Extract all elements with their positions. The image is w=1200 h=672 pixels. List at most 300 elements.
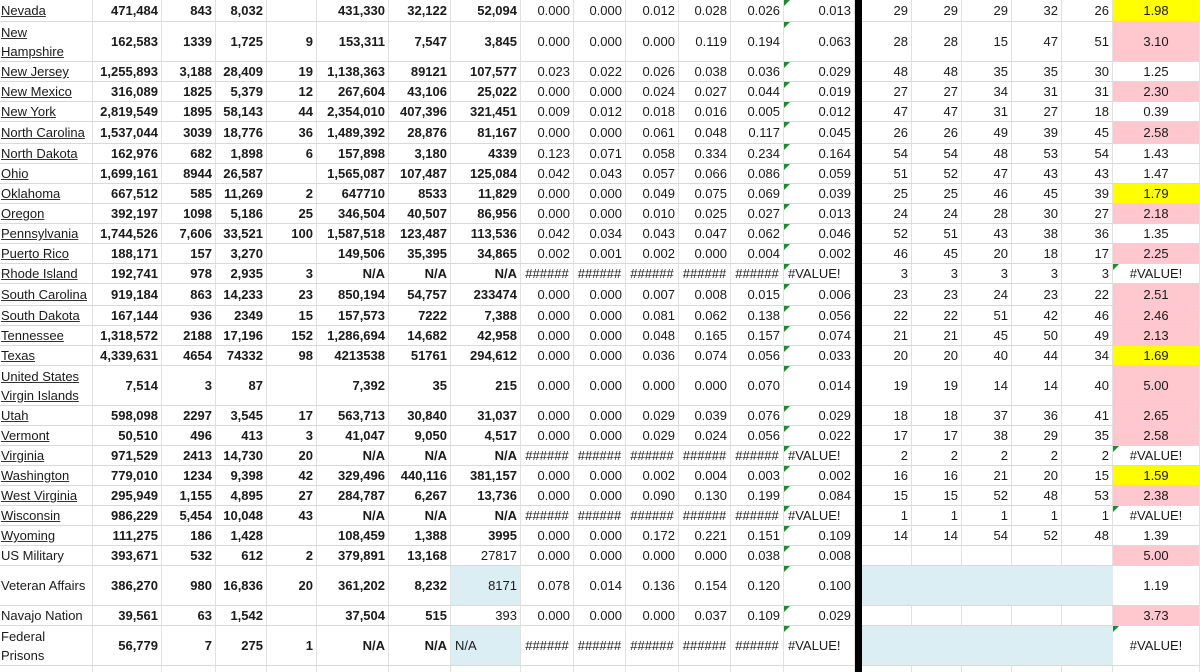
row-label-cell[interactable] — [0, 284, 93, 305]
row-label-cell[interactable] — [0, 62, 93, 81]
col-d-cell[interactable]: 1 — [267, 626, 317, 665]
rate-2-cell[interactable]: 0.014 — [574, 566, 626, 605]
rate-2-cell[interactable]: 0.000 — [574, 284, 626, 305]
empty-cell[interactable] — [317, 666, 389, 672]
rate-1-cell[interactable]: 0.000 — [521, 486, 574, 505]
col-c-cell[interactable]: 17,196 — [216, 326, 267, 345]
rate-4-cell[interactable]: 0.016 — [679, 102, 731, 121]
col-b-cell[interactable]: 7,606 — [162, 224, 216, 243]
col-e-cell[interactable]: 1,565,087 — [317, 164, 389, 183]
col-f-cell[interactable]: 13,168 — [389, 546, 451, 565]
col-c-cell[interactable]: 58,143 — [216, 102, 267, 121]
rank-4-cell[interactable] — [1012, 606, 1062, 625]
row-label-cell[interactable] — [0, 466, 93, 485]
empty-cell[interactable] — [1012, 666, 1062, 672]
empty-cell[interactable] — [0, 666, 93, 672]
rate-avg-cell[interactable]: 0.033 — [784, 346, 855, 365]
rank-4-cell[interactable]: 43 — [1012, 164, 1062, 183]
state-link[interactable]: North Carolina — [1, 125, 85, 140]
col-d-cell[interactable]: 9 — [267, 22, 317, 61]
rate-3-cell[interactable]: 0.010 — [626, 204, 679, 223]
total-tests-cell[interactable]: 56,779 — [93, 626, 162, 665]
state-link[interactable]: New Mexico — [1, 84, 72, 99]
row-label-cell[interactable] — [0, 82, 93, 101]
col-c-cell[interactable]: 87 — [216, 366, 267, 405]
rate-avg-cell[interactable]: 0.029 — [784, 406, 855, 425]
score-cell[interactable]: #VALUE! — [1113, 506, 1200, 525]
rank-1-cell[interactable]: 18 — [862, 406, 912, 425]
score-cell[interactable]: #VALUE! — [1113, 626, 1200, 665]
state-link[interactable]: Virginia — [1, 448, 45, 463]
rate-3-cell[interactable]: ###### — [626, 446, 679, 465]
score-cell[interactable]: 1.98 — [1113, 0, 1200, 21]
rate-5-cell[interactable]: 0.076 — [731, 406, 784, 425]
rank-2-cell[interactable] — [912, 606, 962, 625]
col-e-cell[interactable]: 4213538 — [317, 346, 389, 365]
col-b-cell[interactable]: 532 — [162, 546, 216, 565]
rate-2-cell[interactable]: ###### — [574, 626, 626, 665]
rank-3-cell[interactable]: 43 — [962, 224, 1012, 243]
rank-4-cell[interactable]: 47 — [1012, 22, 1062, 61]
score-cell[interactable]: 1.47 — [1113, 164, 1200, 183]
col-d-cell[interactable]: 17 — [267, 406, 317, 425]
rate-3-cell[interactable]: 0.000 — [626, 546, 679, 565]
rate-1-cell[interactable]: 0.002 — [521, 244, 574, 263]
col-c-cell[interactable]: 2,935 — [216, 264, 267, 283]
col-f-cell[interactable]: 123,487 — [389, 224, 451, 243]
row-label-cell[interactable] — [0, 164, 93, 183]
col-f-cell[interactable]: N/A — [389, 264, 451, 283]
col-b-cell[interactable]: 63 — [162, 606, 216, 625]
rank-3-cell[interactable]: 40 — [962, 346, 1012, 365]
col-c-cell[interactable]: 33,521 — [216, 224, 267, 243]
rank-4-cell[interactable]: 53 — [1012, 144, 1062, 163]
state-link[interactable]: New York — [1, 104, 56, 119]
rate-5-cell[interactable]: 0.015 — [731, 284, 784, 305]
col-c-cell[interactable]: 1,428 — [216, 526, 267, 545]
row-label-cell[interactable] — [0, 446, 93, 465]
rank-2-cell[interactable]: 48 — [912, 62, 962, 81]
col-d-cell[interactable]: 25 — [267, 204, 317, 223]
rank-3-cell[interactable]: 28 — [962, 204, 1012, 223]
col-e-cell[interactable]: 361,202 — [317, 566, 389, 605]
state-link[interactable]: United States Virgin Islands — [1, 368, 80, 403]
col-d-cell[interactable] — [267, 164, 317, 183]
col-g-cell[interactable]: N/A — [451, 446, 521, 465]
col-b-cell[interactable]: 1,155 — [162, 486, 216, 505]
rate-5-cell[interactable]: 0.027 — [731, 204, 784, 223]
rate-avg-cell[interactable]: 0.074 — [784, 326, 855, 345]
total-tests-cell[interactable]: 39,561 — [93, 606, 162, 625]
row-label-cell[interactable] — [0, 122, 93, 143]
col-e-cell[interactable]: 2,354,010 — [317, 102, 389, 121]
rate-4-cell[interactable]: 0.008 — [679, 284, 731, 305]
rank-3-cell[interactable]: 15 — [962, 22, 1012, 61]
total-tests-cell[interactable]: 919,184 — [93, 284, 162, 305]
col-d-cell[interactable]: 100 — [267, 224, 317, 243]
rate-1-cell[interactable]: 0.000 — [521, 346, 574, 365]
rate-3-cell[interactable]: 0.026 — [626, 62, 679, 81]
col-c-cell[interactable]: 3,545 — [216, 406, 267, 425]
col-d-cell[interactable]: 44 — [267, 102, 317, 121]
col-g-cell[interactable]: 13,736 — [451, 486, 521, 505]
rate-avg-cell[interactable]: 0.029 — [784, 606, 855, 625]
rate-3-cell[interactable]: 0.061 — [626, 122, 679, 143]
col-b-cell[interactable]: 2297 — [162, 406, 216, 425]
rate-avg-cell[interactable]: #VALUE! — [784, 446, 855, 465]
col-g-cell[interactable]: 27817 — [451, 546, 521, 565]
col-e-cell[interactable]: 7,392 — [317, 366, 389, 405]
col-b-cell[interactable]: 7 — [162, 626, 216, 665]
rank-3-cell[interactable]: 20 — [962, 244, 1012, 263]
rank-3-cell[interactable]: 51 — [962, 306, 1012, 325]
rank-3-cell[interactable]: 52 — [962, 486, 1012, 505]
rate-3-cell[interactable]: 0.081 — [626, 306, 679, 325]
rate-3-cell[interactable]: 0.002 — [626, 466, 679, 485]
rate-avg-cell[interactable]: 0.022 — [784, 426, 855, 445]
state-link[interactable]: New Jersey — [1, 64, 69, 79]
rank-4-cell[interactable]: 35 — [1012, 62, 1062, 81]
col-f-cell[interactable]: 107,487 — [389, 164, 451, 183]
col-c-cell[interactable]: 5,186 — [216, 204, 267, 223]
col-e-cell[interactable]: 267,604 — [317, 82, 389, 101]
col-b-cell[interactable]: 1895 — [162, 102, 216, 121]
rank-1-cell[interactable]: 28 — [862, 22, 912, 61]
empty-cell[interactable] — [962, 666, 1012, 672]
rank-5-cell[interactable]: 34 — [1062, 346, 1113, 365]
col-c-cell[interactable]: 1,542 — [216, 606, 267, 625]
total-tests-cell[interactable]: 1,318,572 — [93, 326, 162, 345]
empty-cell[interactable] — [389, 666, 451, 672]
rank-4-cell[interactable] — [1012, 546, 1062, 565]
rate-avg-cell[interactable]: 0.109 — [784, 526, 855, 545]
score-cell[interactable]: 2.25 — [1113, 244, 1200, 263]
rank-1-cell[interactable]: 1 — [862, 506, 912, 525]
col-g-cell[interactable]: 86,956 — [451, 204, 521, 223]
rate-3-cell[interactable]: 0.090 — [626, 486, 679, 505]
rate-4-cell[interactable]: 0.066 — [679, 164, 731, 183]
rank-1-cell[interactable] — [862, 606, 912, 625]
rank-3-cell[interactable]: 2 — [962, 446, 1012, 465]
col-c-cell[interactable]: 413 — [216, 426, 267, 445]
col-f-cell[interactable]: 54,757 — [389, 284, 451, 305]
rank-1-cell[interactable]: 51 — [862, 164, 912, 183]
rate-2-cell[interactable]: 0.000 — [574, 426, 626, 445]
rank-1-cell[interactable]: 19 — [862, 366, 912, 405]
rank-5-cell[interactable]: 51 — [1062, 22, 1113, 61]
col-e-cell[interactable]: 108,459 — [317, 526, 389, 545]
rank-5-cell[interactable]: 36 — [1062, 224, 1113, 243]
rate-3-cell[interactable]: 0.000 — [626, 366, 679, 405]
rate-2-cell[interactable]: 0.000 — [574, 406, 626, 425]
col-e-cell[interactable]: 157,573 — [317, 306, 389, 325]
total-tests-cell[interactable]: 392,197 — [93, 204, 162, 223]
rank-3-cell[interactable]: 46 — [962, 184, 1012, 203]
rate-2-cell[interactable]: 0.000 — [574, 486, 626, 505]
col-g-cell[interactable]: 25,022 — [451, 82, 521, 101]
rank-1-cell[interactable]: 25 — [862, 184, 912, 203]
col-d-cell[interactable] — [267, 366, 317, 405]
state-link[interactable]: West Virginia — [1, 488, 78, 503]
total-tests-cell[interactable]: 316,089 — [93, 82, 162, 101]
rank-4-cell[interactable]: 20 — [1012, 466, 1062, 485]
rate-2-cell[interactable]: 0.000 — [574, 184, 626, 203]
rank-5-cell[interactable]: 15 — [1062, 466, 1113, 485]
rank-3-cell[interactable]: 37 — [962, 406, 1012, 425]
row-label-cell[interactable] — [0, 486, 93, 505]
rank-4-cell[interactable]: 50 — [1012, 326, 1062, 345]
rate-avg-cell[interactable]: 0.002 — [784, 466, 855, 485]
rate-3-cell[interactable]: ###### — [626, 264, 679, 283]
state-link[interactable]: Wisconsin — [1, 508, 61, 523]
rank-4-cell[interactable]: 36 — [1012, 406, 1062, 425]
col-d-cell[interactable]: 42 — [267, 466, 317, 485]
rate-5-cell[interactable]: ###### — [731, 506, 784, 525]
col-d-cell[interactable]: 20 — [267, 446, 317, 465]
col-g-cell[interactable]: 107,577 — [451, 62, 521, 81]
state-link[interactable]: Oklahoma — [1, 186, 61, 201]
col-g-cell[interactable]: 381,157 — [451, 466, 521, 485]
col-b-cell[interactable]: 186 — [162, 526, 216, 545]
rank-4-cell[interactable]: 2 — [1012, 446, 1062, 465]
rate-avg-cell[interactable]: #VALUE! — [784, 264, 855, 283]
col-d-cell[interactable] — [267, 244, 317, 263]
row-label-cell[interactable] — [0, 366, 93, 405]
total-tests-cell[interactable]: 111,275 — [93, 526, 162, 545]
col-b-cell[interactable]: 157 — [162, 244, 216, 263]
total-tests-cell[interactable]: 386,270 — [93, 566, 162, 605]
rate-3-cell[interactable]: 0.049 — [626, 184, 679, 203]
rank-2-cell[interactable]: 25 — [912, 184, 962, 203]
rate-4-cell[interactable]: 0.025 — [679, 204, 731, 223]
state-link[interactable]: South Carolina — [1, 287, 87, 302]
col-b-cell[interactable]: 1234 — [162, 466, 216, 485]
rate-5-cell[interactable]: ###### — [731, 264, 784, 283]
rate-3-cell[interactable]: ###### — [626, 506, 679, 525]
col-f-cell[interactable]: 14,682 — [389, 326, 451, 345]
row-label-cell[interactable] — [0, 22, 93, 61]
col-g-cell[interactable]: 31,037 — [451, 406, 521, 425]
col-g-cell[interactable]: 34,865 — [451, 244, 521, 263]
rate-1-cell[interactable]: 0.000 — [521, 82, 574, 101]
rank-3-cell[interactable]: 34 — [962, 82, 1012, 101]
rank-5-cell[interactable] — [1062, 606, 1113, 625]
rank-2-cell[interactable] — [912, 546, 962, 565]
rate-2-cell[interactable]: 0.001 — [574, 244, 626, 263]
row-label-cell[interactable] — [0, 204, 93, 223]
rate-3-cell[interactable]: 0.036 — [626, 346, 679, 365]
col-d-cell[interactable]: 2 — [267, 546, 317, 565]
col-c-cell[interactable]: 28,409 — [216, 62, 267, 81]
rate-2-cell[interactable]: 0.000 — [574, 122, 626, 143]
rank-5-cell[interactable]: 41 — [1062, 406, 1113, 425]
col-e-cell[interactable]: 284,787 — [317, 486, 389, 505]
col-e-cell[interactable]: 1,138,363 — [317, 62, 389, 81]
empty-cell[interactable] — [574, 666, 626, 672]
score-cell[interactable]: 2.51 — [1113, 284, 1200, 305]
col-f-cell[interactable]: 7222 — [389, 306, 451, 325]
rank-2-cell[interactable]: 3 — [912, 264, 962, 283]
rank-3-cell[interactable]: 47 — [962, 164, 1012, 183]
col-d-cell[interactable]: 43 — [267, 506, 317, 525]
rank-2-cell[interactable]: 28 — [912, 22, 962, 61]
row-label-cell[interactable] — [0, 406, 93, 425]
col-f-cell[interactable]: 35,395 — [389, 244, 451, 263]
rate-5-cell[interactable]: 0.151 — [731, 526, 784, 545]
rate-5-cell[interactable]: ###### — [731, 626, 784, 665]
rank-4-cell[interactable]: 29 — [1012, 426, 1062, 445]
rate-2-cell[interactable]: 0.000 — [574, 326, 626, 345]
rank-4-cell[interactable]: 31 — [1012, 82, 1062, 101]
row-label-cell[interactable] — [0, 224, 93, 243]
col-g-cell[interactable]: 42,958 — [451, 326, 521, 345]
rank-5-cell[interactable]: 2 — [1062, 446, 1113, 465]
col-c-cell[interactable]: 18,776 — [216, 122, 267, 143]
rank-2-cell[interactable]: 18 — [912, 406, 962, 425]
row-label-cell[interactable] — [0, 346, 93, 365]
rate-3-cell[interactable]: 0.048 — [626, 326, 679, 345]
col-d-cell[interactable]: 152 — [267, 326, 317, 345]
rank-1-cell[interactable]: 21 — [862, 326, 912, 345]
rate-4-cell[interactable]: 0.028 — [679, 0, 731, 21]
rank-3-cell[interactable]: 29 — [962, 0, 1012, 21]
rank-3-cell[interactable] — [962, 546, 1012, 565]
rate-3-cell[interactable]: 0.043 — [626, 224, 679, 243]
col-c-cell[interactable]: 612 — [216, 546, 267, 565]
empty-cell[interactable] — [1062, 666, 1113, 672]
rank-1-cell[interactable]: 17 — [862, 426, 912, 445]
col-c-cell[interactable]: 1,725 — [216, 22, 267, 61]
rank-2-cell[interactable]: 23 — [912, 284, 962, 305]
rate-4-cell[interactable]: 0.074 — [679, 346, 731, 365]
rank-4-cell[interactable]: 32 — [1012, 0, 1062, 21]
rank-1-cell[interactable]: 26 — [862, 122, 912, 143]
rate-4-cell[interactable]: 0.047 — [679, 224, 731, 243]
rate-3-cell[interactable]: 0.007 — [626, 284, 679, 305]
rate-1-cell[interactable]: 0.000 — [521, 306, 574, 325]
rank-5-cell[interactable]: 53 — [1062, 486, 1113, 505]
rate-4-cell[interactable]: 0.004 — [679, 466, 731, 485]
col-e-cell[interactable]: 157,898 — [317, 144, 389, 163]
rank-5-cell[interactable]: 40 — [1062, 366, 1113, 405]
col-c-cell[interactable]: 5,379 — [216, 82, 267, 101]
state-link[interactable]: Texas — [1, 348, 35, 363]
rate-5-cell[interactable]: 0.157 — [731, 326, 784, 345]
col-g-cell[interactable]: 393 — [451, 606, 521, 625]
rank-1-cell[interactable]: 24 — [862, 204, 912, 223]
empty-cell[interactable] — [862, 666, 912, 672]
rank-4-cell[interactable]: 52 — [1012, 526, 1062, 545]
row-label-cell[interactable] — [0, 244, 93, 263]
rate-2-cell[interactable]: 0.071 — [574, 144, 626, 163]
rate-4-cell[interactable]: ###### — [679, 506, 731, 525]
rank-5-cell[interactable]: 43 — [1062, 164, 1113, 183]
state-link[interactable]: Tennessee — [1, 328, 64, 343]
state-link[interactable]: Vermont — [1, 428, 50, 443]
rank-3-cell[interactable]: 49 — [962, 122, 1012, 143]
rank-2-cell[interactable]: 16 — [912, 466, 962, 485]
rate-1-cell[interactable]: 0.000 — [521, 366, 574, 405]
col-b-cell[interactable]: 4654 — [162, 346, 216, 365]
state-link[interactable]: South Dakota — [1, 308, 80, 323]
rank-5-cell[interactable]: 3 — [1062, 264, 1113, 283]
rate-5-cell[interactable]: 0.069 — [731, 184, 784, 203]
rank-3-cell[interactable]: 21 — [962, 466, 1012, 485]
col-e-cell[interactable]: 329,496 — [317, 466, 389, 485]
total-tests-cell[interactable]: 667,512 — [93, 184, 162, 203]
rate-2-cell[interactable]: 0.000 — [574, 204, 626, 223]
score-cell[interactable]: 1.35 — [1113, 224, 1200, 243]
rate-1-cell[interactable]: 0.000 — [521, 0, 574, 21]
rank-2-cell[interactable]: 15 — [912, 486, 962, 505]
rate-5-cell[interactable]: ###### — [731, 446, 784, 465]
score-cell[interactable]: 2.30 — [1113, 82, 1200, 101]
rank-5-cell[interactable]: 18 — [1062, 102, 1113, 121]
rank-2-cell[interactable]: 17 — [912, 426, 962, 445]
col-c-cell[interactable]: 11,269 — [216, 184, 267, 203]
col-f-cell[interactable]: 440,116 — [389, 466, 451, 485]
rate-3-cell[interactable]: 0.002 — [626, 244, 679, 263]
state-link[interactable]: Pennsylvania — [1, 226, 79, 241]
rate-1-cell[interactable]: 0.000 — [521, 122, 574, 143]
rate-5-cell[interactable]: 0.056 — [731, 426, 784, 445]
rank-4-cell[interactable]: 44 — [1012, 346, 1062, 365]
col-d-cell[interactable]: 27 — [267, 486, 317, 505]
col-d-cell[interactable]: 23 — [267, 284, 317, 305]
col-f-cell[interactable]: N/A — [389, 506, 451, 525]
score-cell[interactable]: 2.46 — [1113, 306, 1200, 325]
total-tests-cell[interactable]: 50,510 — [93, 426, 162, 445]
state-link[interactable]: Washington — [1, 468, 70, 483]
state-link[interactable]: Oregon — [1, 206, 45, 221]
rate-4-cell[interactable]: 0.119 — [679, 22, 731, 61]
rank-1-cell[interactable]: 3 — [862, 264, 912, 283]
rate-5-cell[interactable]: 0.117 — [731, 122, 784, 143]
rank-1-cell[interactable]: 23 — [862, 284, 912, 305]
col-b-cell[interactable]: 2188 — [162, 326, 216, 345]
total-tests-cell[interactable]: 192,741 — [93, 264, 162, 283]
empty-cell[interactable] — [1113, 666, 1200, 672]
col-g-cell[interactable]: 7,388 — [451, 306, 521, 325]
rate-3-cell[interactable]: 0.012 — [626, 0, 679, 21]
rate-4-cell[interactable]: 0.000 — [679, 546, 731, 565]
col-g-cell[interactable]: 233474 — [451, 284, 521, 305]
rate-2-cell[interactable]: 0.012 — [574, 102, 626, 121]
total-tests-cell[interactable]: 471,484 — [93, 0, 162, 21]
rate-1-cell[interactable]: 0.000 — [521, 546, 574, 565]
col-c-cell[interactable]: 74332 — [216, 346, 267, 365]
rate-2-cell[interactable]: 0.000 — [574, 366, 626, 405]
score-cell[interactable]: 1.19 — [1113, 566, 1200, 605]
rank-5-cell[interactable]: 22 — [1062, 284, 1113, 305]
col-e-cell[interactable]: 153,311 — [317, 22, 389, 61]
rate-2-cell[interactable]: 0.043 — [574, 164, 626, 183]
col-f-cell[interactable]: N/A — [389, 446, 451, 465]
score-cell[interactable]: #VALUE! — [1113, 446, 1200, 465]
rank-4-cell[interactable]: 45 — [1012, 184, 1062, 203]
rate-avg-cell[interactable]: 0.059 — [784, 164, 855, 183]
col-e-cell[interactable]: 379,891 — [317, 546, 389, 565]
col-d-cell[interactable] — [267, 0, 317, 21]
rate-1-cell[interactable]: 0.023 — [521, 62, 574, 81]
col-f-cell[interactable]: 7,547 — [389, 22, 451, 61]
rate-2-cell[interactable]: 0.000 — [574, 526, 626, 545]
rate-2-cell[interactable]: ###### — [574, 264, 626, 283]
rank-1-cell[interactable]: 15 — [862, 486, 912, 505]
col-b-cell[interactable]: 496 — [162, 426, 216, 445]
col-f-cell[interactable]: 35 — [389, 366, 451, 405]
col-d-cell[interactable]: 3 — [267, 426, 317, 445]
